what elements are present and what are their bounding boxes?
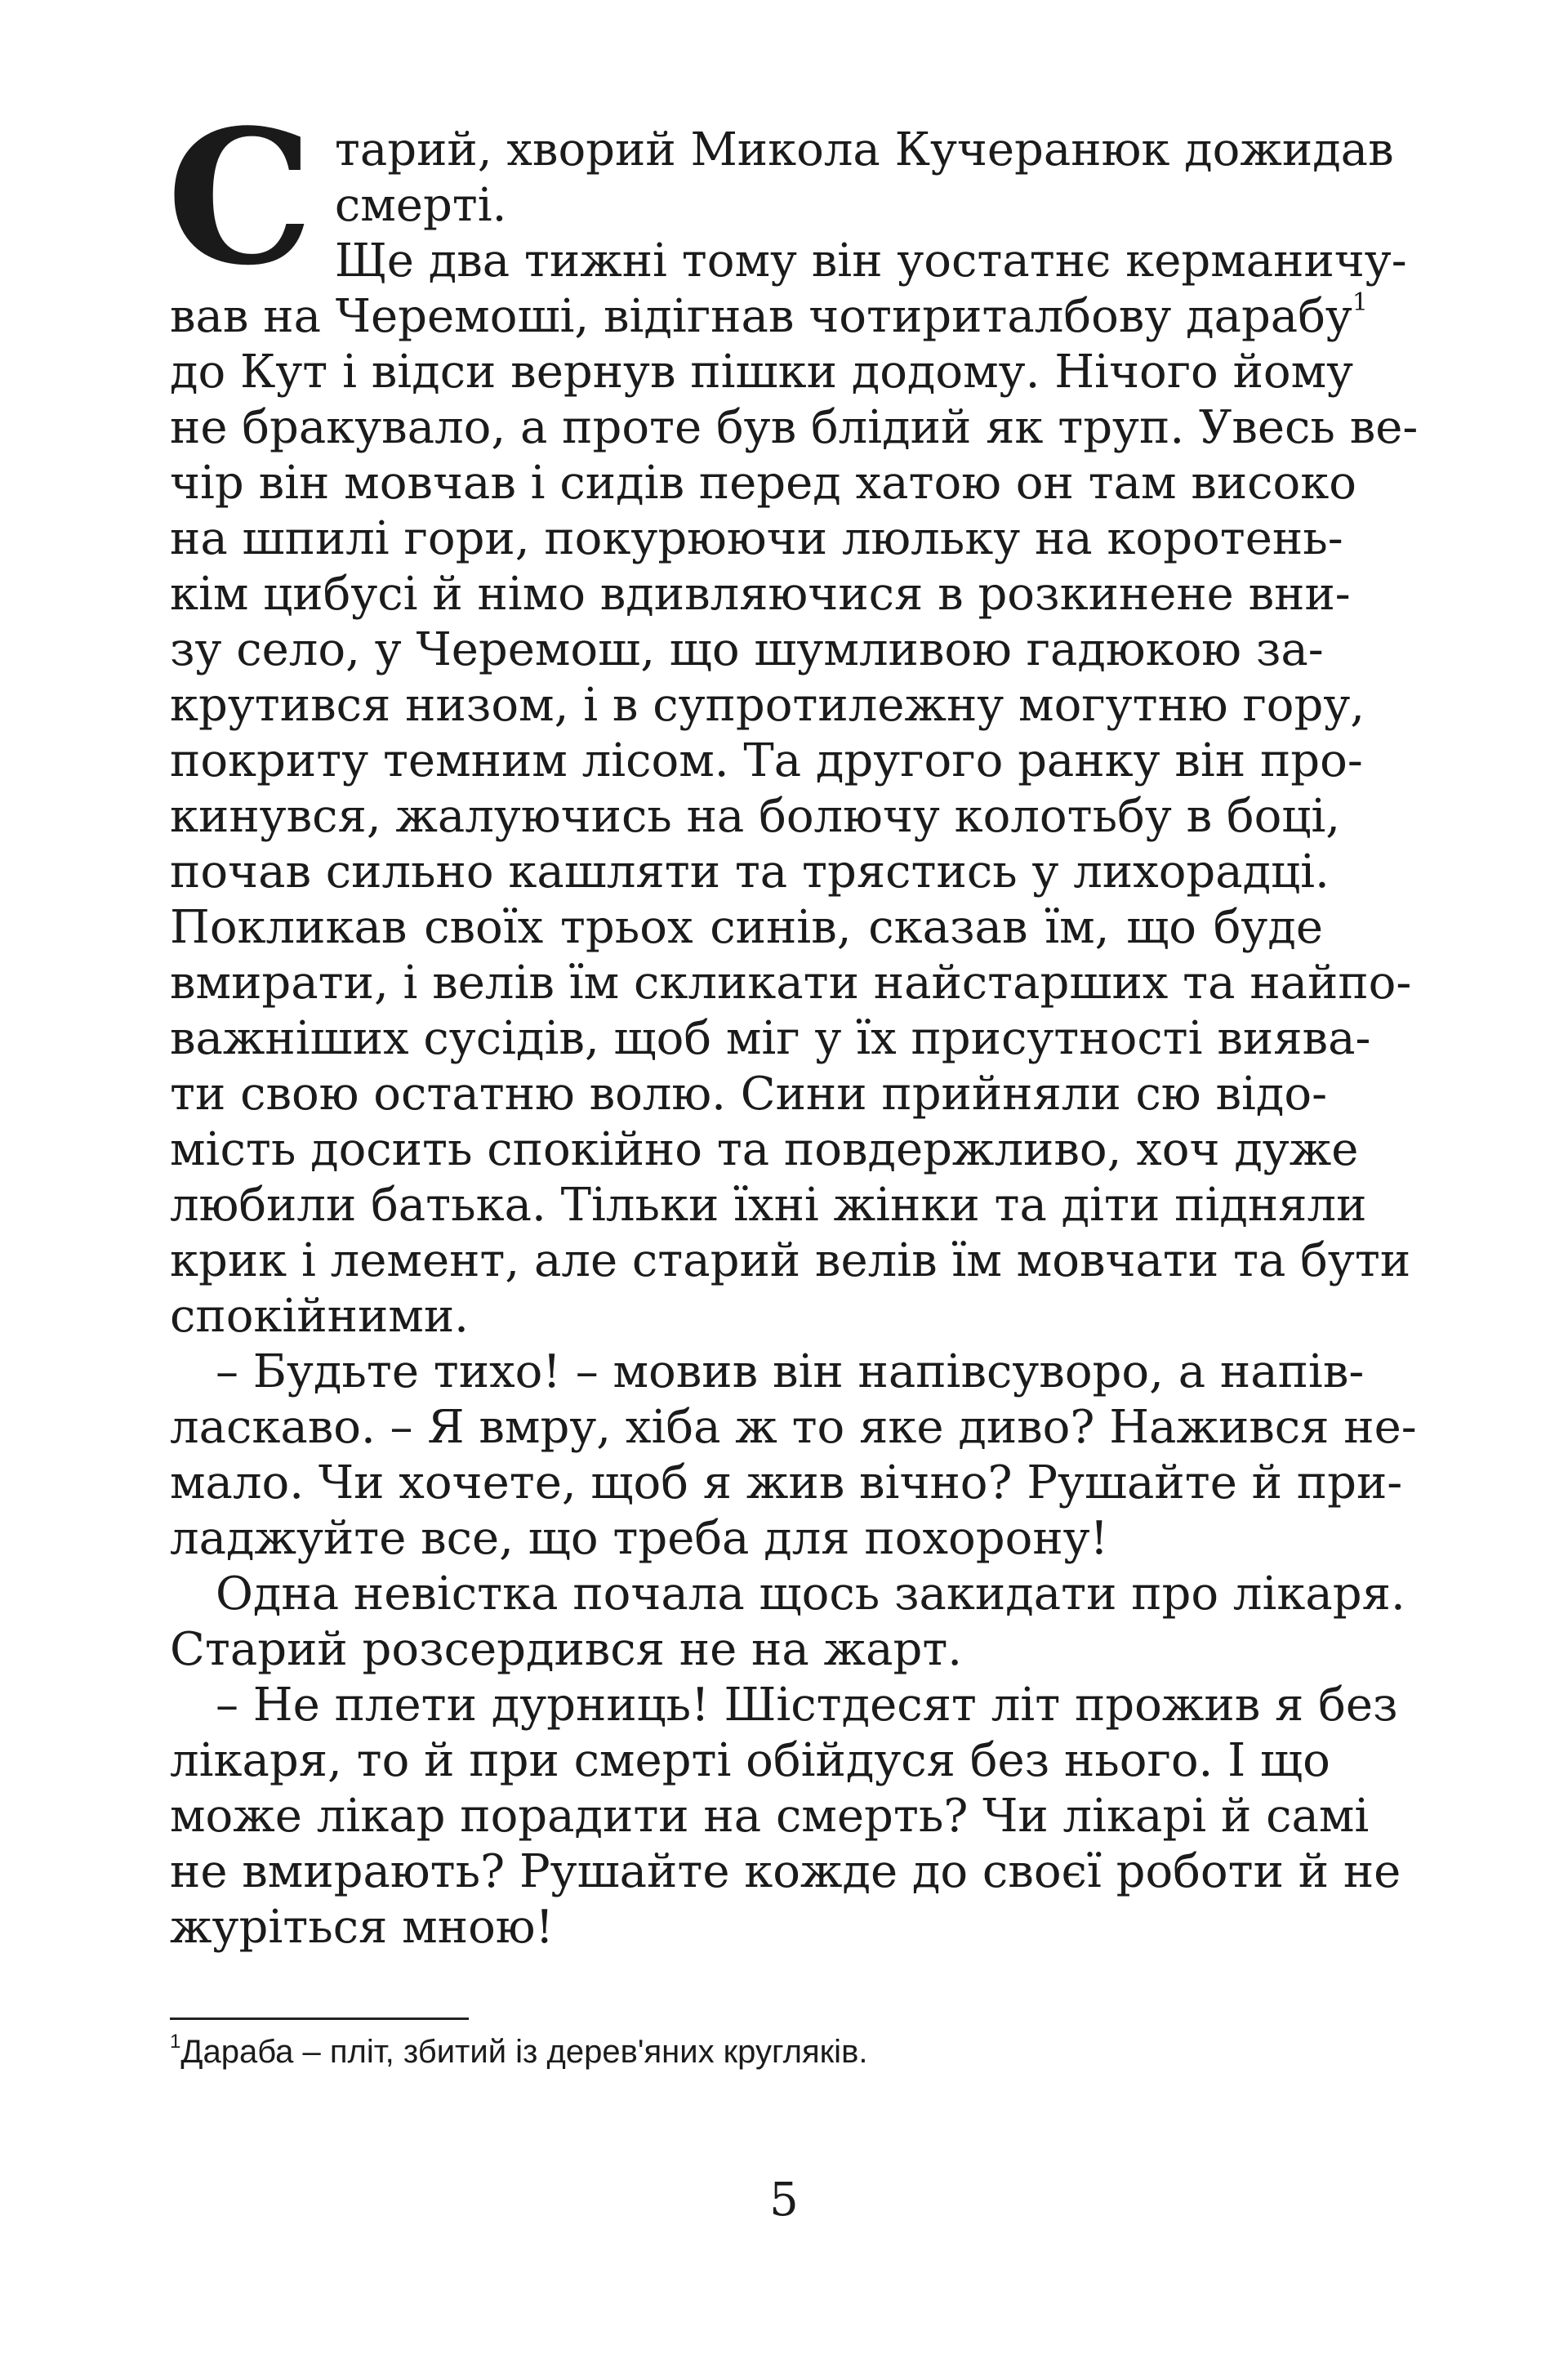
footnote-text: Дараба – пліт, збитий із дерев'яних кругляків. bbox=[180, 2034, 868, 2070]
text-line: Ще два тижні тому він уостатнє керманичу- bbox=[334, 234, 1407, 288]
text-line: Одна невістка почала щось закидати про лікаря. bbox=[216, 1567, 1405, 1621]
text-line: – Будьте тихо! – мовив він напівсуворо, а напів- bbox=[216, 1345, 1365, 1398]
text-line: може лікар порадити на смерть? Чи лікарі й самі bbox=[170, 1790, 1370, 1843]
text-line: крик і лемент, але старий велів їм мовчати та бути bbox=[170, 1234, 1411, 1287]
text-line: вмирати, і велів їм скликати найстарших та найпо- bbox=[170, 956, 1412, 1010]
text-line: кім цибусі й німо вдивляючися в розкинене вни- bbox=[170, 568, 1351, 621]
text-line: кинувся, жалуючись на болючу колотьбу в боці, bbox=[170, 790, 1341, 843]
text-line: почав сильно кашляти та трястись у лихорадці. bbox=[170, 845, 1330, 898]
text-line-content: вав на Черемоші, відігнав чотириталбову дарабу bbox=[170, 290, 1352, 343]
footnote bbox=[170, 2029, 1323, 2075]
text-line: ти свою остатню волю. Сини прийняли сю відо- bbox=[170, 1068, 1328, 1121]
text-line: на шпилі гори, покурюючи люльку на коротень- bbox=[170, 512, 1343, 565]
text-line: лікаря, то й при смерті обійдуся без нього. І що bbox=[170, 1734, 1330, 1787]
text-line: Старий розсердився не на жарт. bbox=[170, 1623, 963, 1676]
footnote-marker: 1 bbox=[1352, 288, 1368, 317]
text-line: тарий, хворий Микола Кучеранюк дожидав bbox=[334, 123, 1394, 176]
text-line: покриту темним лісом. Та другого ранку він про- bbox=[170, 734, 1363, 787]
text-line: любили батька. Тільки їхні жінки та діти підняли bbox=[170, 1179, 1367, 1232]
text-line: не вмирають? Рушайте кожде до своєї роботи й не bbox=[170, 1845, 1401, 1898]
body-text bbox=[167, 90, 1419, 1955]
text-line: чір він мовчав і сидів перед хатою он там високо bbox=[170, 457, 1356, 510]
text-line: – Не плети дурниць! Шістдесят літ прожив я без bbox=[216, 1679, 1398, 1732]
footnote-divider bbox=[170, 2018, 469, 2020]
drop-cap: С bbox=[167, 90, 314, 306]
text-line: до Кут і відси вернув пішки додому. Нічого йому bbox=[170, 346, 1354, 399]
text-line: Покликав своїх трьох синів, сказав їм, що буде bbox=[170, 901, 1323, 954]
footnote-number: 1 bbox=[170, 2031, 181, 2053]
text-line: зу село, у Черемош, що шумливою гадюкою за- bbox=[170, 623, 1324, 676]
text-line: ладжуйте все, що треба для похорону! bbox=[170, 1512, 1109, 1565]
text-line: ласкаво. – Я вмру, хіба ж то яке диво? Нажився не- bbox=[170, 1401, 1417, 1454]
text-line: важніших сусідів, щоб міг у їх присутності виява- bbox=[170, 1012, 1371, 1065]
text-line: не бракувало, а проте був блідий як труп. Увесь ве- bbox=[170, 401, 1419, 454]
text-line: смерті. bbox=[334, 179, 507, 232]
text-line: журіться мною! bbox=[170, 1901, 555, 1954]
text-line: мало. Чи хочете, щоб я жив вічно? Рушайте й при- bbox=[170, 1456, 1403, 1509]
text-line: мість досить спокійно та повдержливо, хоч дуже bbox=[170, 1123, 1359, 1176]
text-line: крутився низом, і в супротилежну могутню гору, bbox=[170, 679, 1365, 732]
text-line bbox=[170, 288, 1368, 345]
page-number: 5 bbox=[769, 2174, 799, 2227]
text-line: спокійними. bbox=[170, 1290, 469, 1343]
